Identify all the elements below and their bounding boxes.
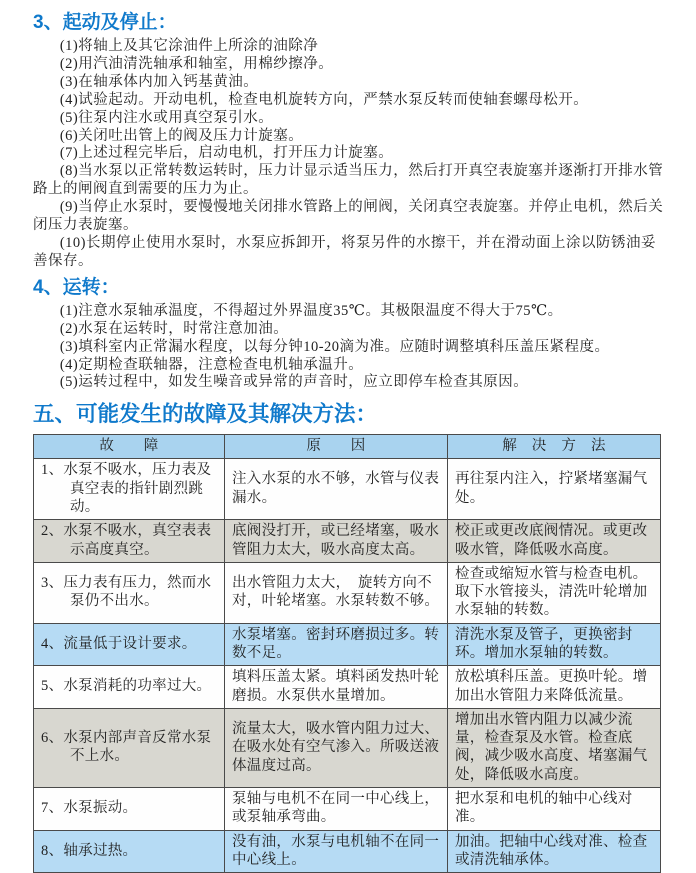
solution-cell: 增加出水管内阻力以减少流量，检查泵及水管。检查底阀，减少吸水高度、堵塞漏气处，降低吸水高度。 — [448, 708, 661, 787]
section-5-heading: 五、可能发生的故障及其解决方法： — [33, 402, 378, 427]
table-row — [34, 708, 661, 787]
list-item: (2)用汽油清洗轴承和轴室，用棉纱擦净。 — [59, 55, 334, 72]
section-3-heading: 3、起动及停止： — [33, 12, 177, 33]
list-item: (4)定期检查联轴器，注意检查电机轴承温升。 — [59, 356, 364, 373]
table-row — [34, 459, 661, 520]
section-4-list — [33, 303, 664, 393]
list-item: (1)将轴上及其它涂油件上所涂的油除净 — [59, 38, 319, 54]
cause-cell: 底阀没打开，或已经堵塞，吸水管阻力太大，吸水高度太高。 — [225, 520, 448, 563]
fault-cell: 5、水泵消耗的功率过大。 — [34, 666, 225, 709]
solution-cell: 再往泵内注入，拧紧堵塞漏气处。 — [448, 459, 661, 520]
table-header-row — [34, 435, 661, 459]
list-item: (2)水泵在运转时，时常注意加油。 — [59, 320, 289, 337]
fault-cell: 7、水泵振动。 — [34, 788, 225, 831]
solution-cell: 清洗水泵及管子，更换密封环。增加水泵轴的转数。 — [448, 623, 661, 666]
solution-cell: 检查或缩短水管与检查电机。取下水管接头，清洗叶轮增加水泵轴的转数。 — [448, 562, 661, 623]
solution-cell: 放松填科压盖。更换叶轮。增加出水管阻力来降低流量。 — [448, 666, 661, 709]
list-item: (9)当停止水泵时，要慢慢地关闭排水管路上的闸阀，关闭真空表旋塞。并停止电机，然后关闭压力表旋塞。 — [33, 199, 664, 234]
fault-table — [33, 434, 661, 873]
fault-cell: 3、压力表有压力，然而水泵仍不出水。 — [34, 562, 225, 623]
list-item: (10)长期停止使用水泵时，水泵应拆卸开，将泵另件的水擦干，并在滑动面上涂以防锈油妥善保存。 — [33, 234, 656, 269]
header-fault: 故 障 — [34, 435, 225, 459]
list-item: (5)运转过程中，如发生噪音或异常的声音时，应立即停车检查其原因。 — [59, 374, 529, 391]
table-row — [34, 520, 661, 563]
list-item: (4)试验起动。开动电机，检查电机旋转方向，严禁水泵反转而使轴套螺母松开。 — [59, 91, 589, 108]
cause-cell: 水泵堵塞。密封环磨损过多。转数不足。 — [225, 623, 448, 666]
header-cause: 原 因 — [225, 435, 448, 459]
table-row — [34, 666, 661, 709]
table-row — [34, 830, 661, 873]
section-4-heading: 4、运转： — [33, 276, 120, 298]
cause-cell: 没有油，水泵与电机轴不在同一中心线上。 — [225, 830, 448, 873]
list-item: (6)关闭吐出管上的阀及压力计旋塞。 — [59, 127, 304, 144]
cause-cell: 填料压盖太紧。填料函发热叶轮磨损。水泵供水量增加。 — [225, 666, 448, 709]
header-solution: 解 决 方 法 — [448, 435, 661, 459]
table-row — [34, 788, 661, 831]
list-item: (3)在轴承体内加入钙基黄油。 — [59, 73, 259, 90]
list-item: (5)往泵内注水或用真空泵引水。 — [59, 109, 274, 126]
fault-cell: 4、流量低于设计要求。 — [34, 623, 225, 666]
table-row — [34, 623, 661, 666]
list-item: (7)上述过程完毕后，启动电机，打开压力计旋塞。 — [59, 145, 394, 162]
fault-cell: 6、水泵内部声音反常水泵不上水。 — [34, 708, 225, 787]
fault-cell: 8、轴承过热。 — [34, 830, 225, 873]
solution-cell: 校正或更改底阀情况。或更改吸水管，降低吸水高度。 — [448, 520, 661, 563]
fault-cell: 2、水泵不吸水，真空表表示高度真空。 — [34, 520, 225, 563]
list-item: (3)填科室内正常漏水程度，以每分钟10-20滴为准。应随时调整填科压盖压紧程度。 — [59, 338, 610, 355]
solution-cell: 加油。把轴中心线对准、检查或清洗轴承体。 — [448, 830, 661, 873]
solution-cell: 把水泵和电机的轴中心线对准。 — [448, 788, 661, 831]
cause-cell: 泵轴与电机不在同一中心线上，或泵轴承弯曲。 — [225, 788, 448, 831]
fault-cell: 1、水泵不吸水，压力表及真空表的指针剧烈跳动。 — [34, 459, 225, 520]
cause-cell: 出水管阻力太大， 旋转方向不对，叶轮堵塞。水泵转数不够。 — [225, 562, 448, 623]
cause-cell: 流量太大，吸水管内阻力过大、在吸水处有空气渗入。所吸送液体温度过高。 — [225, 708, 448, 787]
list-item: (8)当水泵以正常转数运转时，压力计显示适当压力，然后打开真空表旋塞并逐渐打开排水管路上的闸阀直到需要的压力为止。 — [33, 163, 664, 198]
cause-cell: 注入水泵的水不够，水管与仪表漏水。 — [225, 459, 448, 520]
table-row — [34, 562, 661, 623]
list-item: (1)注意水泵轴承温度，不得超过外界温度35℃。其极限温度不得大于75℃。 — [59, 302, 563, 319]
section-3-list — [33, 38, 664, 271]
